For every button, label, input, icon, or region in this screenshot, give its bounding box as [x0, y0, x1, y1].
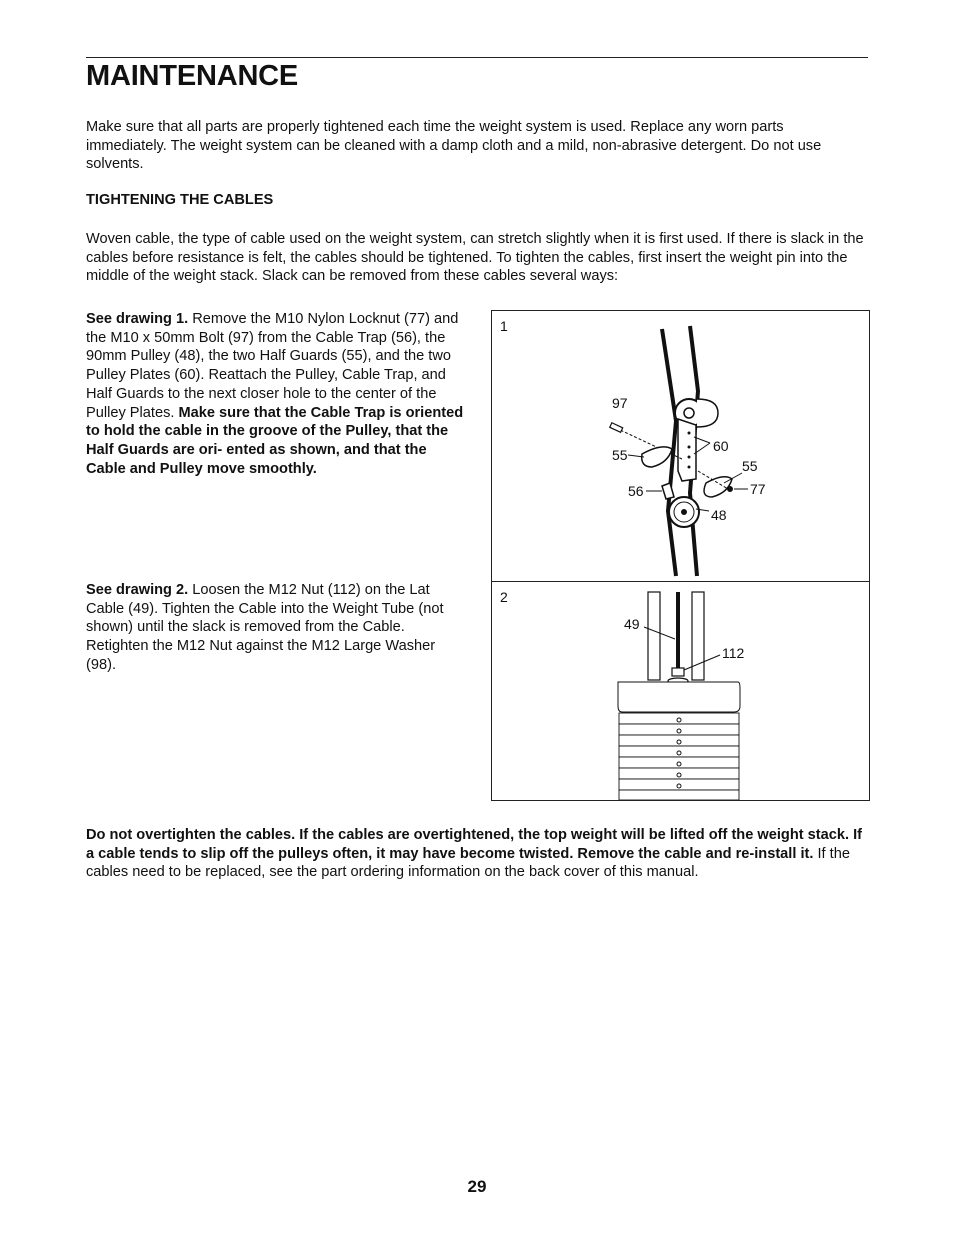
- drawing2-text: Loosen the M12 Nut (112) on the Lat Cable (49). Tighten the Cable into the Weight Tube (not shown) until the slack is removed from the Cable. Retighten the M12 Nut against the M12 Large Washer (98).: [86, 582, 444, 673]
- guide-rod-left: [648, 592, 660, 680]
- label-55-right: 55: [742, 458, 758, 474]
- weight-stack: [619, 713, 739, 800]
- page-number: 29: [467, 1177, 487, 1196]
- drawing-1-panel: [491, 310, 870, 583]
- section-paragraph: Woven cable, the type of cable used on the weight system, can stretch slightly when it is first used. If there is slack in the cables before resistance is felt, the cables should be tightened. To tighten the cables, first insert the weight pin into the middle of the weight stack. Slack can be removed from these cables several ways:: [86, 231, 864, 285]
- drawing-2-illustration: [492, 582, 869, 800]
- bolt: [610, 423, 623, 433]
- label-60: 60: [713, 438, 729, 454]
- m12-nut: [672, 668, 684, 676]
- drawing1-text: Remove the M10 Nylon Locknut (77) and the M10 x 50mm Bolt (97) from the Cable Trap (56), the 90mm Pulley (48), the two Half Guards (55), and the two Pulley Plates (60). Reattach the Pulley, Cable Trap, and Half Guards to the next closer hole to the center of the Pulley Plates.: [86, 311, 459, 421]
- warning-bold: Do not overtighten the cables. If the cables are overtightened, the top weight will be lifted off the weight stack. If a cable tends to slip off the pulleys often, it may have become twisted. Remove the cable and re-install it.: [86, 827, 862, 862]
- warning-text: If the cables need to be replaced, see the part ordering information on the back cover of this manual.: [86, 845, 850, 881]
- top-rule: [86, 57, 868, 58]
- label-77: 77: [750, 481, 766, 497]
- guide-rod-right: [692, 592, 704, 680]
- label-112: 112: [722, 645, 745, 661]
- label-55-left: 55: [612, 447, 628, 463]
- drawing-1-number: 1: [500, 318, 508, 334]
- lat-cable: [676, 592, 680, 670]
- drawing-2-panel: [491, 581, 870, 801]
- drawing1-bold-text: Make sure that the Cable Trap is oriented to hold the cable in the groove of the Pulley, that the Half Guards are ori- ented as shown, and that the Cable and Pulley move smoothly.: [86, 404, 464, 477]
- section-heading: TIGHTENING THE CABLES: [86, 192, 274, 208]
- page-title: MAINTENANCE: [86, 60, 299, 92]
- drawing-1-illustration: [492, 311, 869, 582]
- label-97: 97: [612, 395, 628, 411]
- pulley-plates: [678, 419, 696, 481]
- drawing2-lead: See drawing 2.: [86, 582, 189, 598]
- label-49: 49: [624, 616, 640, 632]
- locknut: [727, 486, 733, 492]
- label-56: 56: [628, 483, 644, 499]
- top-weight-plate: [618, 682, 740, 712]
- drawing-2-number: 2: [500, 589, 508, 605]
- label-48: 48: [711, 507, 727, 523]
- drawing1-lead: See drawing 1.: [86, 311, 189, 327]
- half-guard-right: [704, 477, 732, 497]
- drawing2-instructions: [86, 581, 466, 675]
- upper-half-guard: [697, 399, 718, 427]
- half-guard-left: [642, 447, 672, 467]
- warning-paragraph: [86, 826, 868, 882]
- drawing1-instructions: [86, 310, 466, 478]
- intro-paragraph: Make sure that all parts are properly tightened each time the weight system is used. Replace any worn parts immediately. The weight system can be cleaned with a damp cloth and a mild, non-abrasive detergent. Do not use solvents.: [86, 119, 822, 173]
